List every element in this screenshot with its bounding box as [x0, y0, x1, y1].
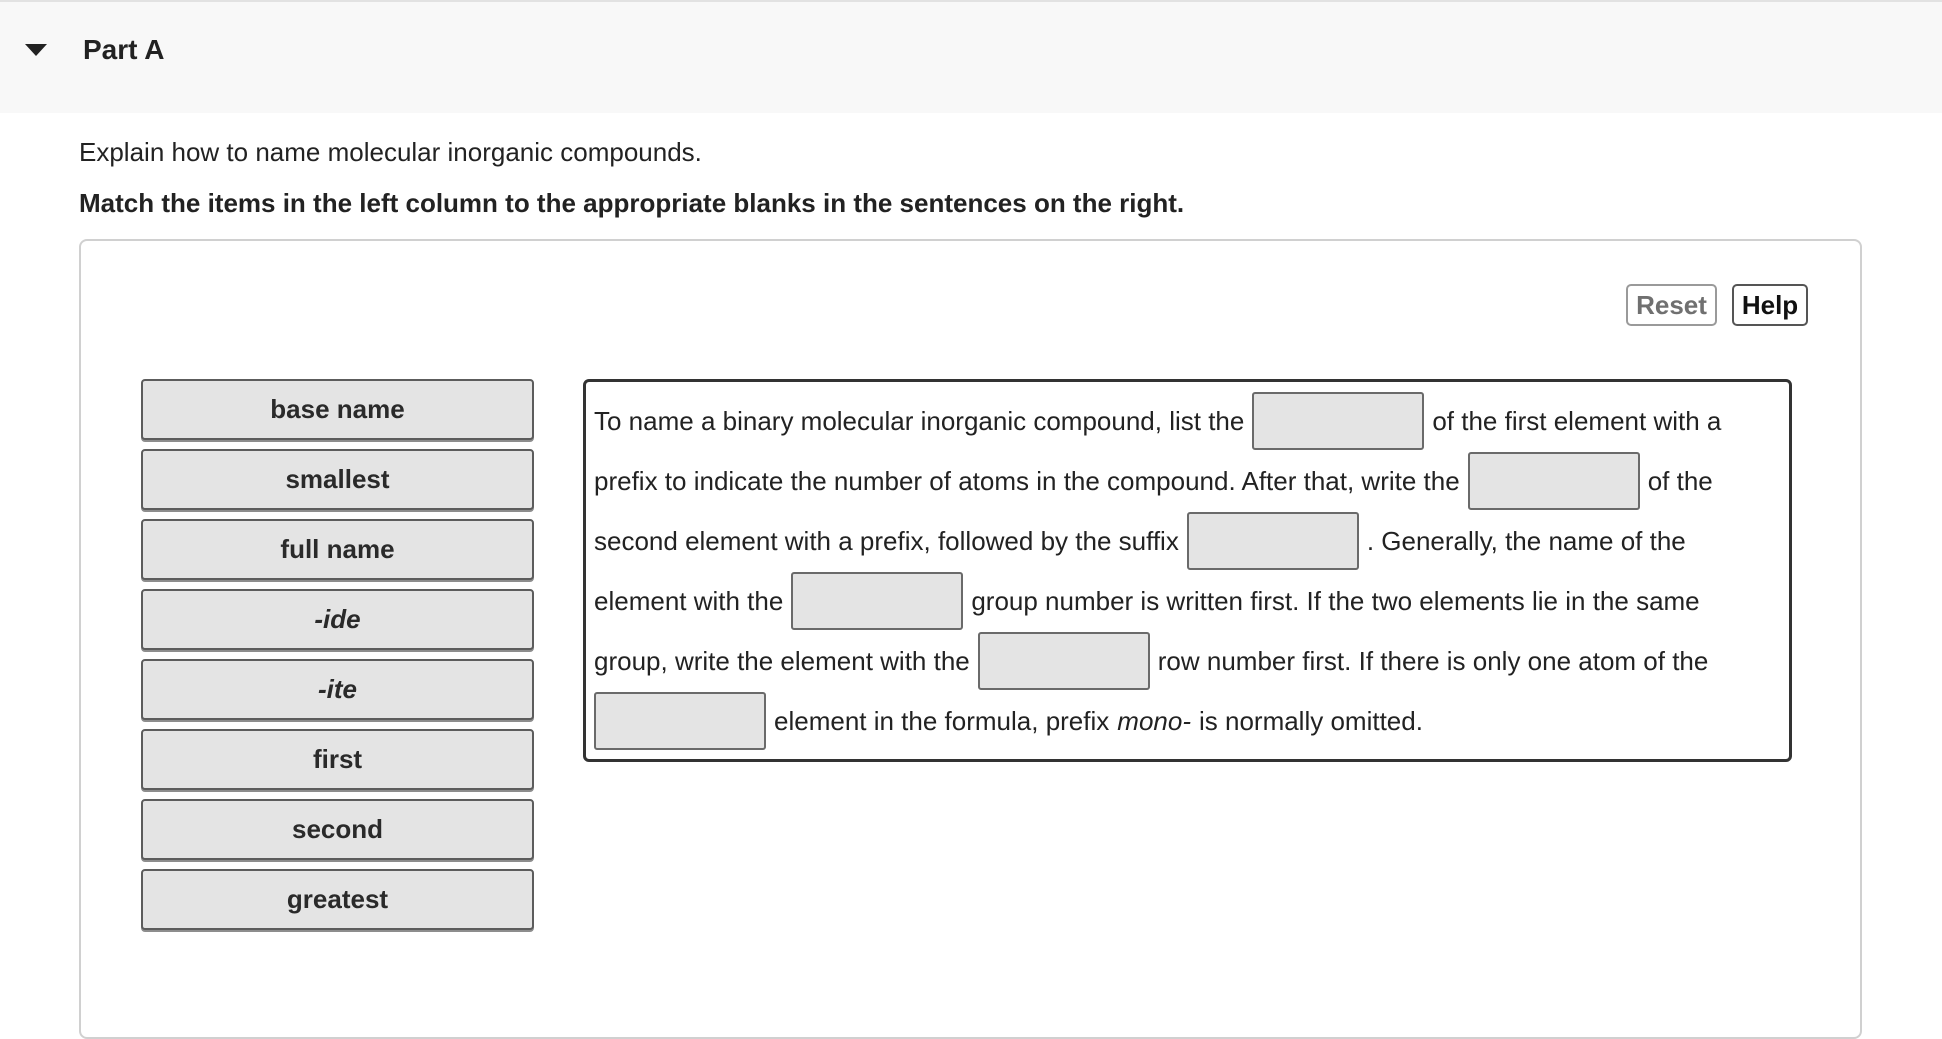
- sentence-line: [594, 691, 1423, 751]
- drop-blank-4[interactable]: [791, 572, 963, 630]
- drag-item-first[interactable]: first: [141, 729, 534, 790]
- help-button[interactable]: Help: [1732, 284, 1808, 326]
- reset-button[interactable]: Reset: [1626, 284, 1717, 326]
- sentence-line: [594, 391, 1721, 451]
- sentence-text: of the first element with a: [1432, 405, 1722, 436]
- sentence-text: row number first. If there is only one atom of the: [1157, 645, 1709, 676]
- drag-item-ide[interactable]: -ide: [141, 589, 534, 650]
- part-title: Part A: [83, 34, 165, 65]
- drop-blank-3[interactable]: [1187, 512, 1359, 570]
- drag-item-smallest[interactable]: smallest: [141, 449, 534, 510]
- drop-blank-6[interactable]: [594, 692, 766, 750]
- drag-item-second[interactable]: second: [141, 799, 534, 860]
- drag-item-ite[interactable]: -ite: [141, 659, 534, 720]
- sentence-text: . Generally, the name of the: [1366, 525, 1686, 556]
- part-header: [0, 0, 1942, 113]
- drop-blank-5[interactable]: [978, 632, 1150, 690]
- sentence-line: [594, 571, 1700, 631]
- instruction-text: Match the items in the left column to the appropriate blanks in the sentences on the right.: [79, 188, 1185, 218]
- sentence-line: [594, 511, 1686, 571]
- collapse-caret-icon[interactable]: [25, 44, 47, 56]
- sentence-text: second element with a prefix, followed by the suffix: [594, 525, 1179, 556]
- sentence-text: group number is written first. If the two elements lie in the same: [971, 585, 1700, 616]
- sentence-text: group, write the element with the: [594, 645, 970, 676]
- drag-item-greatest[interactable]: greatest: [141, 869, 534, 930]
- sentence-text: element with the: [594, 585, 784, 616]
- drop-blank-2[interactable]: [1468, 452, 1640, 510]
- drop-blank-1[interactable]: [1252, 392, 1424, 450]
- sentence-box: [583, 379, 1792, 762]
- sentence-italic-text: mono-: [1117, 705, 1191, 736]
- sentence-text: prefix to indicate the number of atoms in the compound. After that, write the: [594, 465, 1460, 496]
- sentence-text: of the: [1647, 465, 1713, 496]
- drag-item-base-name[interactable]: base name: [141, 379, 534, 440]
- sentence-text: is normally omitted.: [1198, 705, 1423, 736]
- sentence-line: [594, 451, 1713, 511]
- sentence-text: element in the formula, prefix: [774, 705, 1110, 736]
- question-text: Explain how to name molecular inorganic compounds.: [79, 137, 702, 167]
- sentence-line: [594, 631, 1708, 691]
- drag-item-full-name[interactable]: full name: [141, 519, 534, 580]
- sentence-text: To name a binary molecular inorganic compound, list the: [594, 405, 1245, 436]
